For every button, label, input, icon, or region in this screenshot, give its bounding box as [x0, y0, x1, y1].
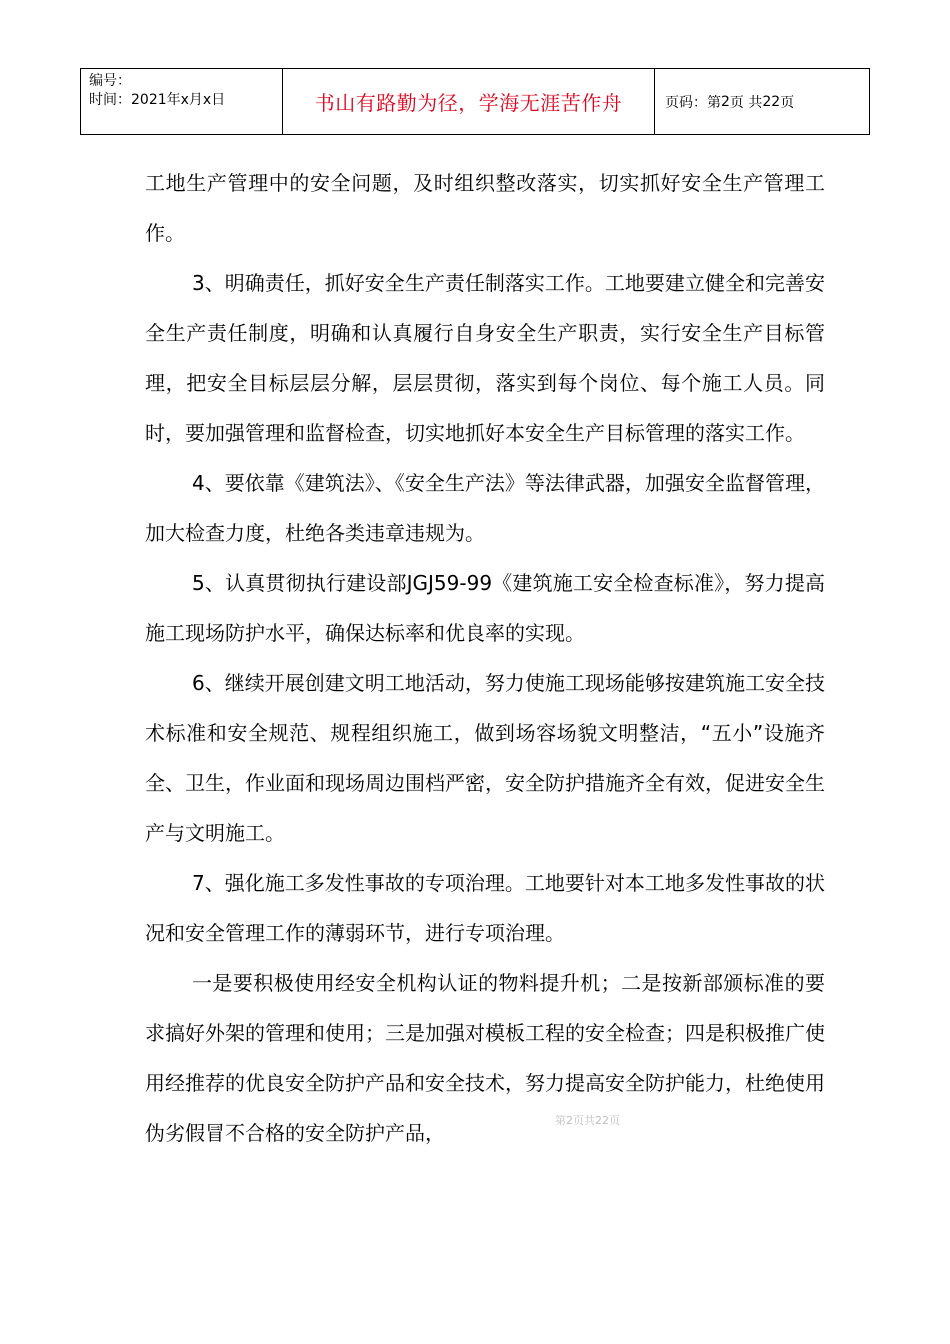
- page-current: 2: [721, 93, 730, 110]
- header-motto: 书山有路勤为径，学海无涯苦作舟: [283, 69, 655, 134]
- document-body: [145, 158, 825, 1158]
- header-meta: [81, 69, 283, 134]
- paragraph: 一是要积极使用经安全机构认证的物料提升机；二是按新部颁标准的要求搞好外架的管理和使用；三是加强对模板工程的安全检查；四是积极推广使用经推荐的优良安全防护产品和安全技术，努力提高安全防护能力，杜绝使用伪劣假冒不合格的安全防护产品，: [145, 971, 825, 1145]
- paragraph: 3、明确责任，抓好安全生产责任制落实工作。工地要建立健全和完善安全生产责任制度，明确和认真履行自身安全生产职责，实行安全生产目标管理，把安全目标层层分解，层层贯彻，落实到每个岗位、每个施工人员。同时，要加强管理和监督检查，切实地抓好本安全生产目标管理的落实工作。: [145, 271, 825, 445]
- paragraph: 7、强化施工多发性事故的专项治理。工地要针对本工地多发性事故的状况和安全管理工作的薄弱环节，进行专项治理。: [145, 871, 825, 945]
- page-end: 页: [780, 94, 795, 111]
- page-label: 页码：第: [665, 94, 721, 111]
- paragraph: 6、继续开展创建文明工地活动，努力使施工现场能够按建筑施工安全技术标准和安全规范、规程组织施工，做到场容场貌文明整洁，“五小”设施齐全、卫生，作业面和现场周边围档严密，安全防护措施齐全有效，促进安全生产与文明施工。: [145, 671, 825, 845]
- paragraph: 4、要依靠《建筑法》、《安全生产法》等法律武器，加强安全监督管理，加大检查力度，杜绝各类违章违规为。: [145, 471, 825, 545]
- page-total: 22: [762, 93, 781, 110]
- paragraph: 5、认真贯彻执行建设部JGJ59-99《建筑施工安全检查标准》，努力提高施工现场防护水平，确保达标率和优良率的实现。: [145, 571, 825, 645]
- paragraph: 工地生产管理中的安全问题，及时组织整改落实，切实抓好安全生产管理工作。: [145, 171, 825, 245]
- page-number: [655, 69, 869, 134]
- page-mid: 页 共: [729, 94, 763, 111]
- number-label: 编号：: [89, 73, 131, 89]
- time-label: 时间：2021年x月x日: [89, 92, 226, 108]
- page-header: [80, 68, 870, 135]
- faint-page-note: 第2页共22页: [555, 1114, 620, 1127]
